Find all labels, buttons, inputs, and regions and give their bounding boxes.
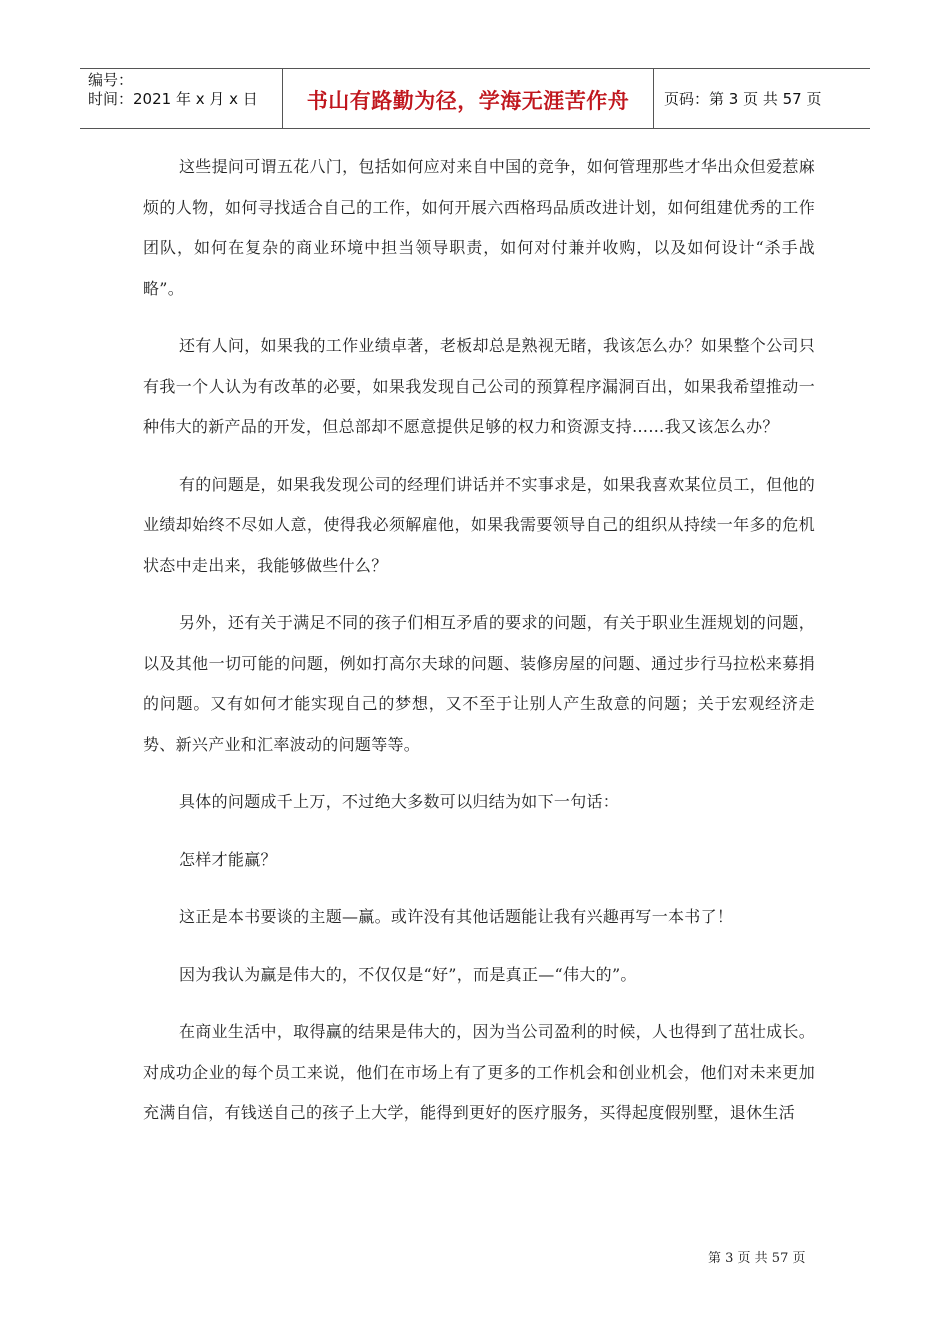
paragraph: 这些提问可谓五花八门，包括如何应对来自中国的竞争，如何管理那些才华出众但爱惹麻烦的人物，如何寻找适合自己的工作，如何开展六西格玛品质改进计划，如何组建优秀的工作团队，如何在复杂的商业环境中担当领导职责，如何对付兼并收购，以及如何设计“杀手战略”。 bbox=[143, 157, 815, 298]
number-label: 编号： bbox=[88, 71, 134, 89]
paragraph: 另外，还有关于满足不同的孩子们相互矛盾的要求的问题，有关于职业生涯规划的问题，以及其他一切可能的问题，例如打高尔夫球的问题、装修房屋的问题、通过步行马拉松来募捐的问题。又有如何才能实现自己的梦想，又不至于让别人产生敌意的问题；关于宏观经济走势、新兴产业和汇率波动的问题等等。 bbox=[143, 613, 815, 754]
header-meta bbox=[80, 69, 282, 128]
motto-text: 书山有路勤为径，学海无涯苦作舟 bbox=[306, 88, 630, 113]
time-label: 时间：2021 年 x 月 x 日 bbox=[88, 90, 258, 108]
header-motto-cell bbox=[282, 69, 654, 128]
document-body bbox=[143, 147, 815, 1134]
paragraph: 还有人问，如果我的工作业绩卓著，老板却总是熟视无睹，我该怎么办？如果整个公司只有我一个人认为有改革的必要，如果我发现自己公司的预算程序漏洞百出，如果我希望推动一种伟大的新产品的开发，但总部却不愿意提供足够的权力和资源支持……我又该怎么办？ bbox=[143, 336, 815, 436]
header-page-cell bbox=[654, 69, 870, 128]
paragraph: 有的问题是，如果我发现公司的经理们讲话并不实事求是，如果我喜欢某位员工，但他的业绩却始终不尽如人意，使得我必须解雇他，如果我需要领导自己的组织从持续一年多的危机状态中走出来，我能够做些什么？ bbox=[143, 474, 815, 575]
paragraph: 因为我认为赢是伟大的，不仅仅是“好”，而是真正—“伟大的”。 bbox=[179, 964, 637, 984]
footer-page-number: 第 3 页 共 57 页 bbox=[708, 1251, 806, 1266]
page-label: 页码：第 3 页 共 57 页 bbox=[664, 90, 822, 108]
page-header bbox=[80, 68, 870, 129]
paragraph: 在商业生活中，取得赢的结果是伟大的，因为当公司盈利的时候，人也得到了茁壮成长。对成功企业的每个员工来说，他们在市场上有了更多的工作机会和创业机会，他们对未来更加充满自信，有钱送自己的孩子上大学，能得到更好的医疗服务，买得起度假别墅，退休生活 bbox=[143, 1022, 815, 1122]
paragraph: 具体的问题成千上万，不过绝大多数可以归结为如下一句话： bbox=[179, 792, 620, 811]
page-footer bbox=[708, 1247, 805, 1266]
paragraph: 这正是本书要谈的主题—赢。或许没有其他话题能让我有兴趣再写一本书了！ bbox=[179, 907, 734, 926]
paragraph: 怎样才能赢？ bbox=[179, 849, 277, 869]
